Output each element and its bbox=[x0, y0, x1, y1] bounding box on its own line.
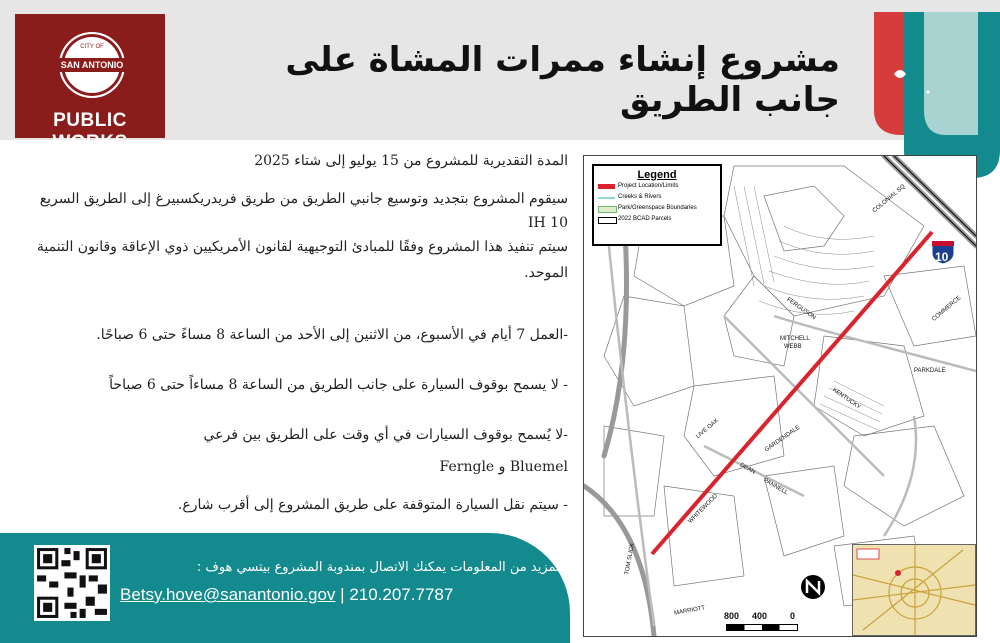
interstate-number: 10 bbox=[935, 250, 949, 264]
project-duration: المدة التقديرية للمشروع من 15 يوليو إلى شتاء 2025 bbox=[254, 153, 568, 169]
contact-email-link[interactable]: Betsy.hove@sanantonio.gov bbox=[120, 585, 336, 604]
page-title: مشروع إنشاء ممرات المشاة على جانب الطريق bbox=[285, 40, 840, 120]
header-banner bbox=[0, 0, 1000, 153]
vicinity-inset-map bbox=[852, 544, 976, 636]
street-gardendale: GARDENDALE bbox=[764, 424, 802, 454]
street-commerce: COMMERCE bbox=[931, 295, 963, 323]
street-colonial: COLONIAL SQ bbox=[871, 183, 907, 215]
street-kentucky: KENTUCKY bbox=[831, 387, 862, 411]
street-marriott: MARRIOTT bbox=[673, 605, 706, 617]
street-mitchell: MITCHELL bbox=[780, 336, 810, 342]
street-parkdale: PARKDALE bbox=[914, 368, 946, 374]
ada-compliance-line1: سيتم تنفيذ هذا المشروع وفقًا للمبادئ التوجيهية لقانون الأمريكيين ذوي الإعاقة وقانون التنمية bbox=[36, 239, 568, 255]
map-legend bbox=[592, 164, 722, 246]
logo-city-name: SAN ANTONIO bbox=[55, 58, 129, 72]
tow-notice: - سيتم نقل السيارة المتوقفة على طريق المشروع إلى أقرب شارع. bbox=[177, 497, 568, 513]
qr-code-icon[interactable] bbox=[34, 545, 110, 621]
contact-info-text: لمزيد من المعلومات يمكنك الاتصال بمندوبة المشروع بيتسي هوف : bbox=[196, 560, 560, 575]
city-seal-icon bbox=[59, 32, 125, 98]
contact-separator: | bbox=[340, 585, 345, 604]
project-scope-line1: سيقوم المشروع بتجديد وتوسيع جانبي الطريق من طريق فريدريكسبيرغ إلى الطريق السريع bbox=[39, 191, 568, 207]
street-live-oak: LIVE OAK bbox=[695, 417, 721, 441]
street-webb: WEBB bbox=[784, 344, 802, 350]
legend-item-project: Project Location/Limits bbox=[594, 181, 720, 192]
project-map bbox=[583, 155, 977, 637]
contact-details bbox=[120, 585, 540, 605]
no-parking-night: - لا يسمح بوقوف السيارة على جانب الطريق من الساعة 8 مساءاً حتى 6 صباحاً bbox=[109, 377, 568, 393]
street-whitewood: WHITEWOOD bbox=[687, 493, 720, 525]
public-works-logo bbox=[15, 14, 165, 153]
legend-title: Legend bbox=[637, 169, 677, 181]
work-hours: -العمل 7 أيام في الأسبوع، من الاثنين إلى الأحد من الساعة 8 مساءً حتى 6 صباحًا. bbox=[96, 327, 568, 343]
street-pannell: PANNELL bbox=[762, 477, 789, 497]
street-ferguson: FERGUSON bbox=[785, 296, 817, 322]
contact-phone[interactable]: 210.207.7787 bbox=[349, 585, 454, 604]
logo-department: PUBLIC WORKS bbox=[52, 110, 128, 153]
street-tom-slick: TOM SLICK bbox=[624, 542, 636, 576]
ada-compliance-line2: الموحد. bbox=[524, 265, 568, 281]
project-scope-line2: IH 10 bbox=[527, 215, 568, 231]
map-scale-bar: 800 400 0 bbox=[722, 611, 814, 633]
legend-item-parcels: 2022 BCAD Parcels bbox=[594, 214, 720, 225]
no-parking-anytime-line1: -لا يُسمح بوقوف السيارات في أي وقت على الطريق بين فرعي bbox=[203, 427, 568, 443]
ribbon-decoration-icon bbox=[874, 0, 1000, 178]
legend-item-parks: Park/Greenspace Boundaries bbox=[594, 203, 720, 214]
project-limits-line bbox=[652, 232, 932, 554]
logo-city-small: CITY OF bbox=[80, 44, 104, 50]
street-dean: DEAN bbox=[738, 462, 757, 476]
legend-item-creeks: Creeks & Rivers bbox=[594, 192, 720, 203]
no-parking-anytime-line2: Bluemel و Ferngle bbox=[439, 459, 568, 475]
north-arrow-icon bbox=[800, 574, 826, 600]
